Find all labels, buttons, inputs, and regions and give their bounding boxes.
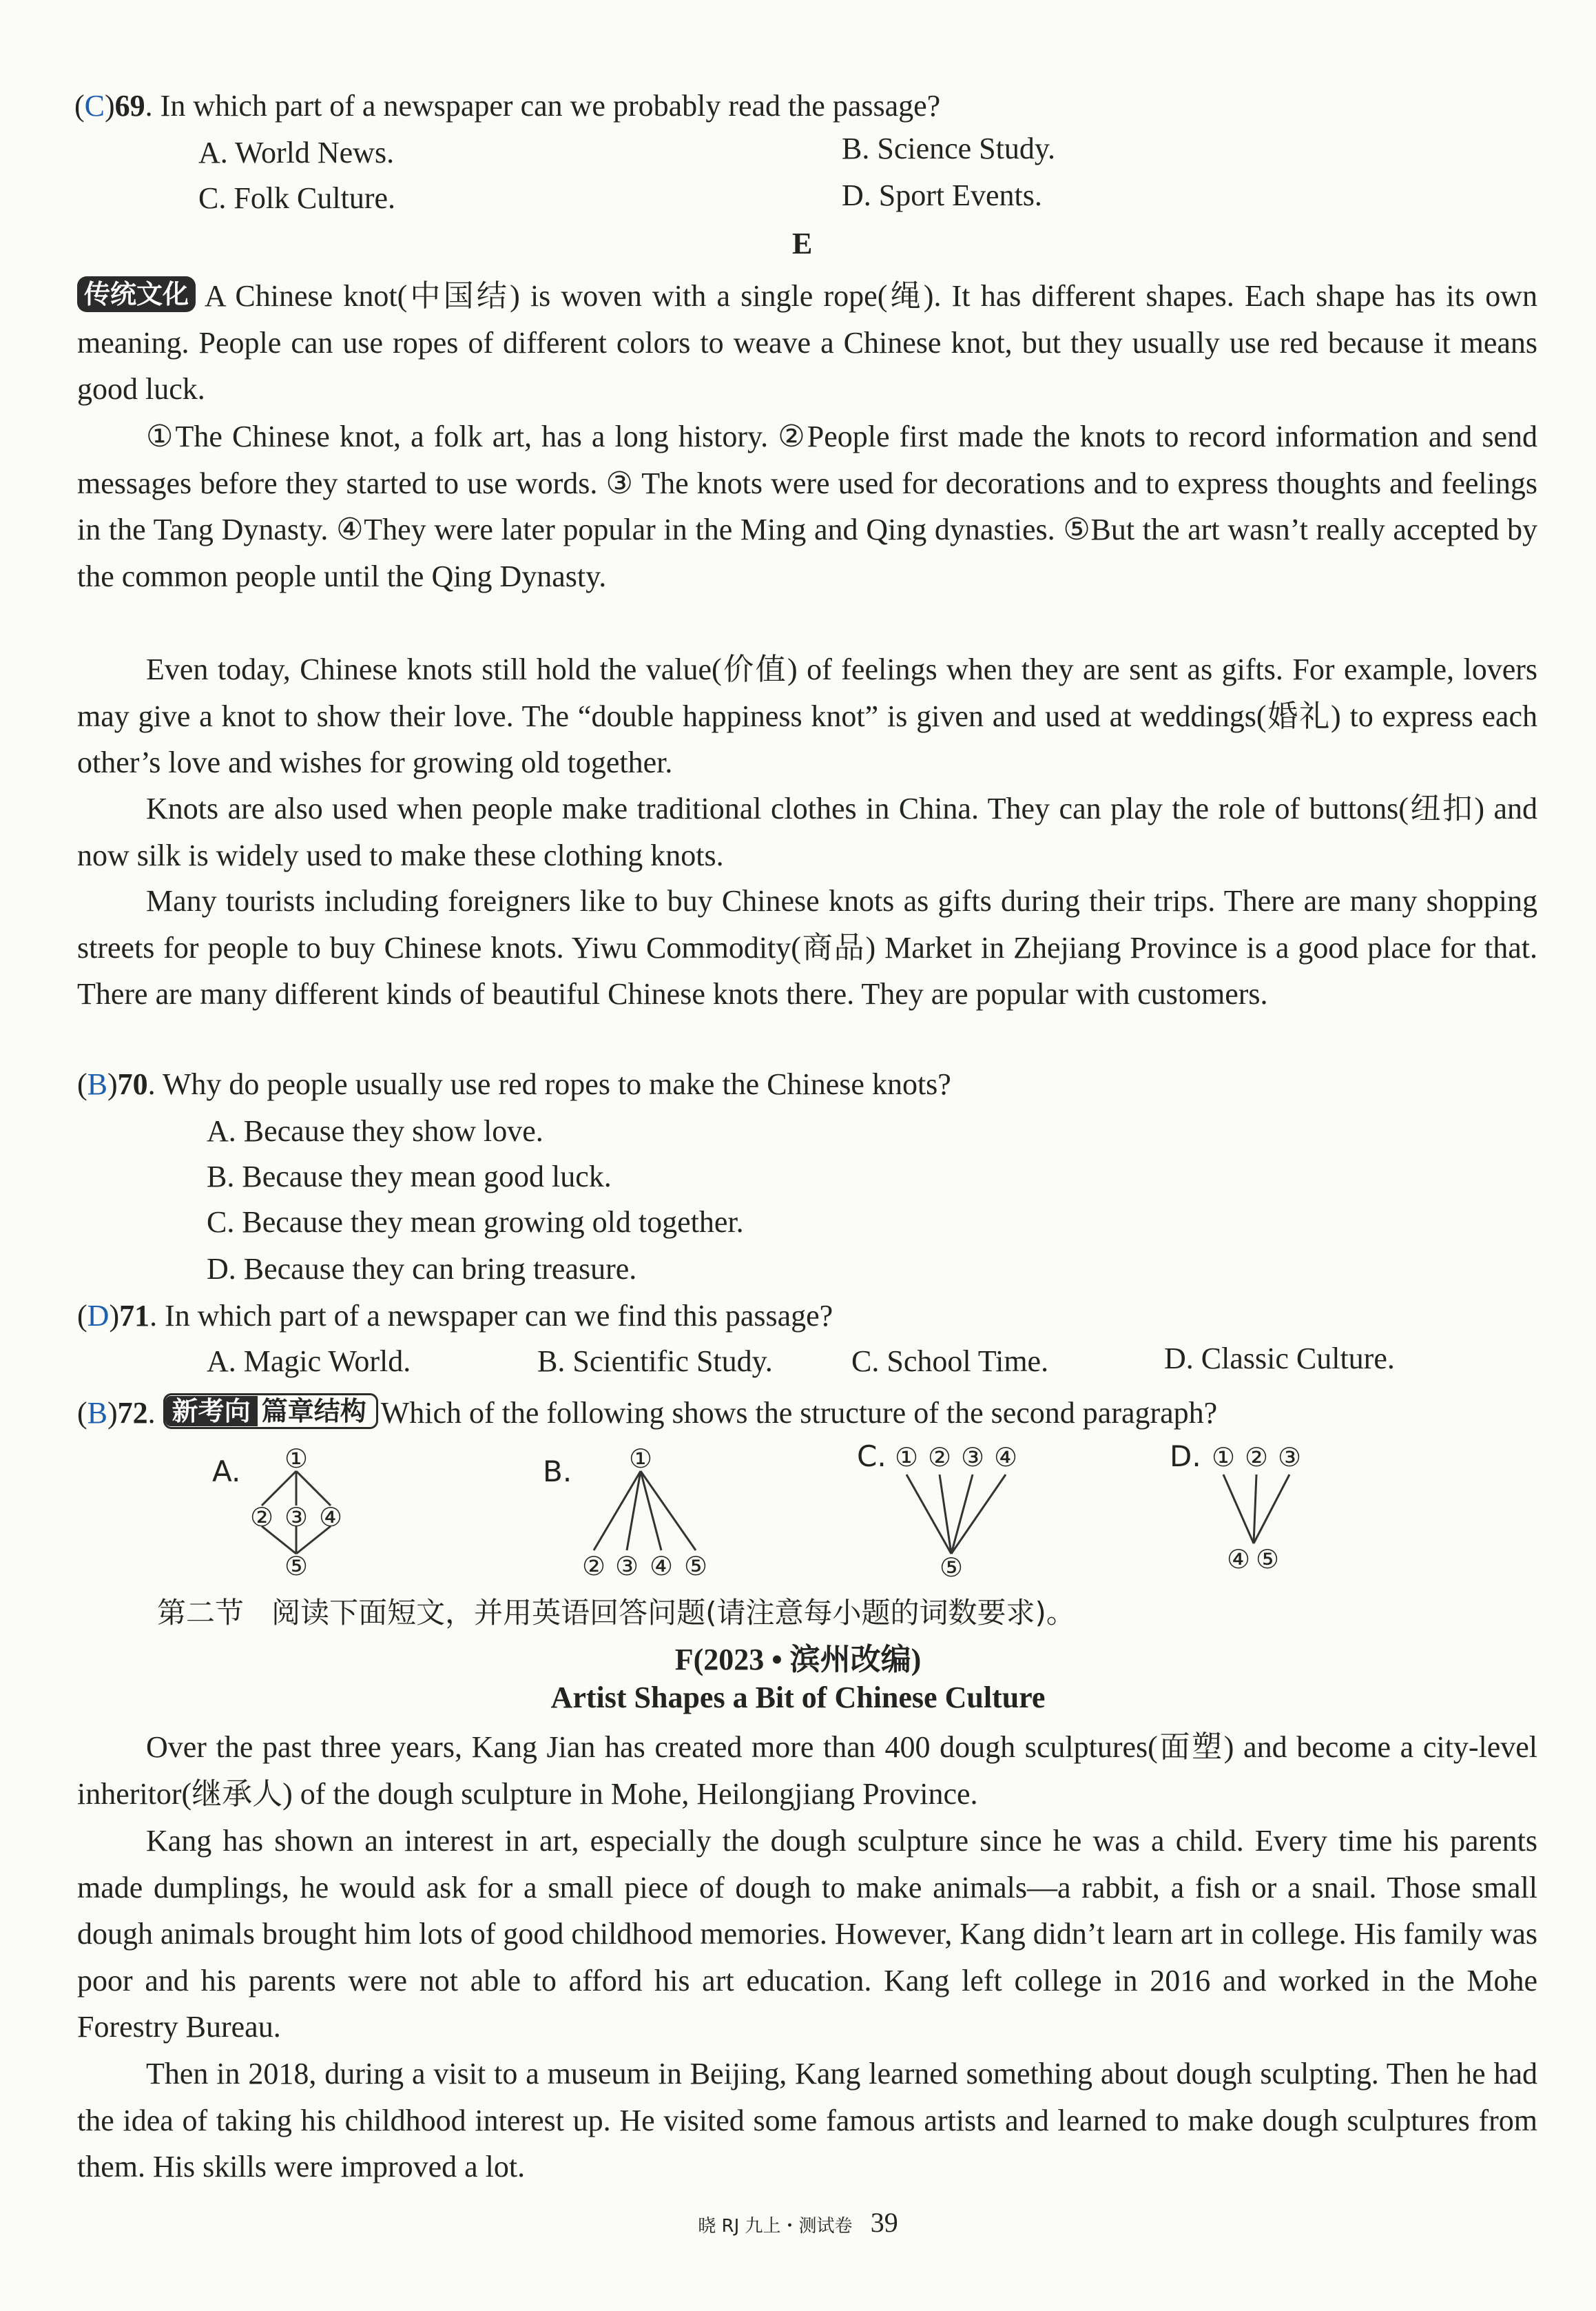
diagram-c-top-1: ① [894,1442,919,1472]
text-structure-label: 篇章结构 [261,1396,366,1426]
passage-e-p4: Knots are also used when people make traditional clothes in China. They can play the role of buttons(纽扣) and now silk is widely used to make these clothing knots. [77,792,1537,872]
q71-number: 71 [119,1299,150,1333]
q69-number: 69 [114,89,145,123]
q72-answer: B [87,1396,108,1430]
passage-e-p2: ①The Chinese knot, a folk art, has a long history. ②People first made the knots to record information and send messages before they started to use words. ③ The knots were used for decorations and to express thoughts and feelings in the Tang Dynasty. ④They were later popular in the Ming and Qing dynasties. ⑤But the art wasn’t really accepted by the common people until the Qing Dynasty. [77,420,1537,593]
q71-question: In which part of a newspaper can we find this passage? [165,1299,833,1333]
diagram-a-mid-1: ② [249,1502,274,1532]
passage-f-heading: F(2023 • 滨州改编) [674,1643,922,1676]
passage-e-p1-text: A Chinese knot(中国结) is woven with a single rope(绳). It has different shapes. Each shape has its own meaning. People can use ropes of different colors to weave a Chinese knot, but they usually use red because it means good luck. [77,279,1537,406]
q70-answer: B [87,1067,108,1101]
q69-option-a: A. World News. [198,136,395,170]
diagram-b-bottom-2: ③ [614,1551,639,1578]
q69-option-d: D. Sport Events. [842,178,1042,212]
passage-f-p3: Then in 2018, during a visit to a museum in Beijing, Kang learned something about dough sculpting. Then he had the idea of taking his childhood interest up. He visited some famous artists and learned to make dough sculptures from them. His skills were improved a lot. [77,2057,1537,2184]
diagram-d-bottom-2: ⑤ [1255,1544,1280,1574]
diagram-d-label: D. [1170,1440,1201,1473]
page-footer [0,2206,1596,2239]
q72-number: 72 [117,1396,148,1430]
diagram-b-label: B. [543,1455,572,1488]
diagram-d-bottom-1: ④ [1226,1544,1251,1574]
q72-diagram-d [1164,1440,1343,1585]
q71-option-d: D. Classic Culture. [1164,1342,1395,1375]
section-2-header [157,1590,1075,1632]
diagram-c-top-3: ③ [960,1442,985,1472]
passage-f-p2: Kang has shown an interest in art, especially the dough sculpture since he was a child. Every time his parents made dumplings, he would ask for a small piece of dough to make animals—a rabbit, a fish or a snail. Those small dough animals brought him lots of good childhood memories. However, Kang didn’t learn art in college. His family was poor and his parents were not able to afford his art education. Kang left college in 2016 and worked in the Mohe Forestry Bureau. [77,1824,1538,2044]
q72-diagram-c [851,1440,1058,1585]
q69-answer: C [84,89,105,123]
q71-option-c: C. School Time. [851,1344,1049,1378]
q70-option-c: C. Because they mean growing old together. [207,1205,744,1239]
q72-question: Which of the following shows the structure of the second paragraph? [380,1396,1218,1430]
diagram-a-mid-3: ④ [318,1502,343,1532]
q72-diagram-a [207,1440,372,1585]
diagram-c-top-2: ② [927,1442,952,1472]
q71-line: (D)71. In which part of a newspaper can we find this passage? [77,1299,833,1333]
q72-diagram-b [537,1440,730,1585]
new-exam-trend-tag [163,1393,378,1429]
diagram-b-lines [594,1471,696,1550]
diagram-a-top: ① [284,1444,309,1474]
q71-answer: D [87,1299,110,1333]
diagram-d-lines [1223,1475,1289,1543]
diagram-c-bottom: ⑤ [939,1552,964,1578]
footer-label: 晓 RJ 九上・测试卷 [698,2216,853,2237]
diagram-b-bottom-3: ④ [649,1551,674,1578]
q71-option-a: A. Magic World. [207,1344,411,1378]
q69-line: (C)69. In which part of a newspaper can we probably read the passage? [74,89,941,123]
traditional-culture-tag: 传统文化 [77,276,196,312]
diagram-a-mid-2: ③ [284,1502,309,1532]
q69-question: In which part of a newspaper can we probably read the passage? [160,89,941,123]
q70-number: 70 [117,1067,148,1101]
diagram-c-top-4: ④ [993,1442,1018,1472]
q69-option-b: B. Science Study. [842,132,1055,165]
diagram-d-top-2: ② [1244,1442,1269,1472]
q69-option-c: C. Folk Culture. [198,181,396,215]
new-exam-trend-label: 新考向 [165,1396,258,1426]
section-2-instruction: 阅读下面短文，并用英语回答问题(请注意每小题的词数要求)。 [271,1596,1075,1630]
passage-e-p1 [77,273,1537,413]
diagram-a-label: A. [212,1455,241,1488]
q70-question: Why do people usually use red ropes to make the Chinese knots? [162,1067,951,1101]
diagram-b-top: ① [628,1444,653,1474]
diagram-b-bottom-1: ② [581,1551,606,1578]
diagram-c-label: C. [857,1440,887,1473]
q71-option-b: B. Scientific Study. [537,1344,773,1378]
section-2-label: 第二节 [157,1596,245,1630]
diagram-b-bottom-4: ⑤ [683,1551,708,1578]
q72-line: (B)72. 新考向 篇章结构 Which of the following shows the structure of the second paragraph? [77,1393,1217,1430]
q70-option-a: A. Because they show love. [207,1114,543,1148]
passage-e-p5: Many tourists including foreigners like to buy Chinese knots as gifts during their trips. There are many shopping streets for people to buy Chinese knots. Yiwu Commodity(商品) Market in Zhejiang Province is a good place for that. There are many different kinds of beautiful Chinese knots there. They are popular with customers. [77,884,1537,1011]
passage-e-p3: Even today, Chinese knots still hold the value(价值) of feelings when they are sent as gifts. For example, lovers may give a knot to show their love. The “double happiness knot” is given and used at weddings(婚礼) to express each other’s love and wishes for growing old together. [77,653,1537,779]
passage-e-heading: E [792,227,813,260]
diagram-d-top-3: ③ [1277,1442,1302,1472]
q70-line: (B)70. Why do people usually use red ropes to make the Chinese knots? [77,1067,951,1101]
q70-option-b: B. Because they mean good luck. [207,1160,612,1193]
q70-option-d: D. Because they can bring treasure. [207,1252,637,1286]
passage-f-p1: Over the past three years, Kang Jian has created more than 400 dough sculptures(面塑) and become a city-level inheritor(继承人) of the dough sculpture in Mohe, Heilongjiang Province. [77,1730,1537,1811]
diagram-c-lines [906,1475,1006,1554]
page-number: 39 [870,2207,898,2238]
passage-f-title: Artist Shapes a Bit of Chinese Culture [550,1681,1046,1714]
diagram-a-bottom: ⑤ [284,1551,309,1578]
diagram-d-top-1: ① [1211,1442,1236,1472]
